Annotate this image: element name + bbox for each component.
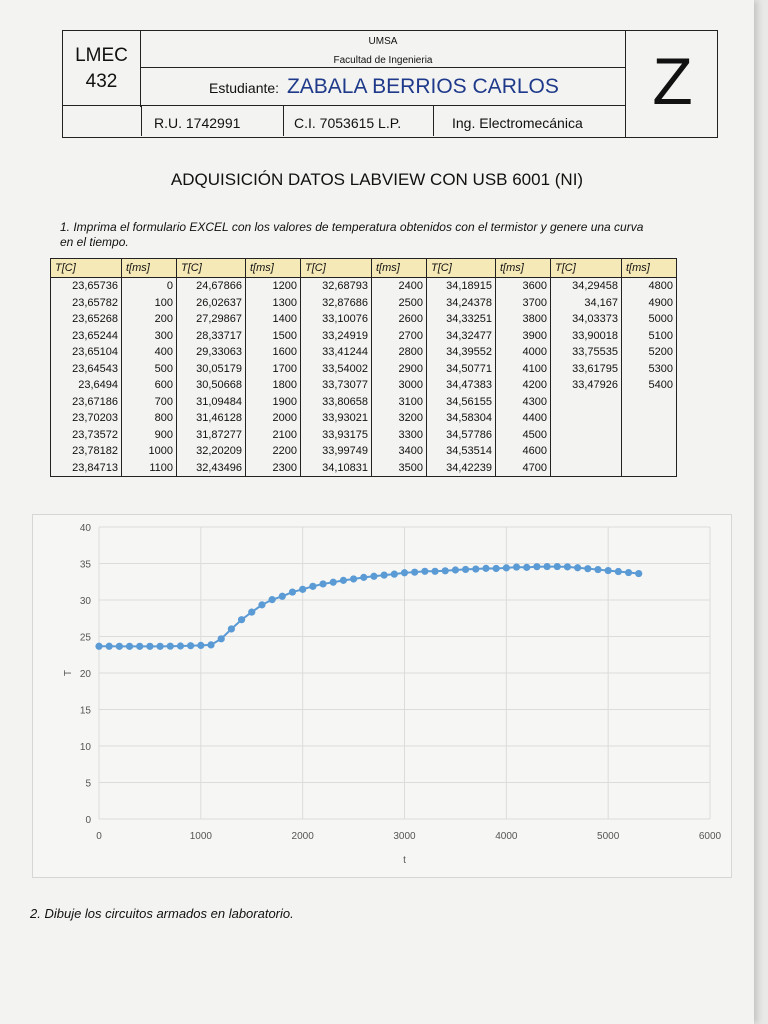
student-label: Estudiante: bbox=[209, 80, 280, 96]
career-field: Ing. Electromecánica bbox=[433, 106, 625, 136]
table-row bbox=[51, 410, 677, 427]
table-cell: 2900 bbox=[372, 361, 427, 378]
data-point bbox=[197, 642, 204, 649]
table-cell: 1600 bbox=[246, 344, 301, 361]
table-cell: 200 bbox=[122, 311, 177, 328]
table-header-row bbox=[51, 259, 677, 278]
course-name: LMEC bbox=[75, 45, 128, 66]
data-point bbox=[299, 586, 306, 593]
table-row bbox=[51, 328, 677, 345]
y-tick-label: 25 bbox=[79, 632, 91, 644]
data-point bbox=[279, 593, 286, 600]
university-label: UMSA bbox=[368, 36, 398, 47]
table-cell: 5400 bbox=[622, 377, 677, 394]
table-cell: 4500 bbox=[496, 427, 551, 444]
table-cell: 34,33251 bbox=[427, 311, 496, 328]
table-cell: 300 bbox=[122, 328, 177, 345]
faculty-label: Facultad de Ingenieria bbox=[333, 55, 433, 66]
table-cell: 3400 bbox=[372, 443, 427, 460]
table-row bbox=[51, 427, 677, 444]
table-cell: 33,99749 bbox=[301, 443, 372, 460]
table-cell: 4300 bbox=[496, 394, 551, 411]
table-cell: 2300 bbox=[246, 460, 301, 477]
course-code bbox=[63, 31, 141, 107]
table-cell: 4700 bbox=[496, 460, 551, 477]
column-header: T[C] bbox=[177, 259, 246, 278]
y-tick-label: 10 bbox=[79, 742, 91, 753]
table-cell: 26,02637 bbox=[177, 295, 246, 312]
data-point bbox=[401, 569, 408, 576]
data-point bbox=[543, 563, 550, 570]
table-cell: 33,10076 bbox=[301, 311, 372, 328]
data-point bbox=[605, 567, 612, 574]
data-point bbox=[615, 568, 622, 575]
table-cell: 32,20209 bbox=[177, 443, 246, 460]
data-point bbox=[350, 575, 357, 582]
table-cell: 4000 bbox=[496, 344, 551, 361]
student-row bbox=[209, 75, 559, 99]
data-point bbox=[136, 643, 143, 650]
table-cell: 33,24919 bbox=[301, 328, 372, 345]
table-cell: 2400 bbox=[372, 278, 427, 295]
table-cell: 34,10831 bbox=[301, 460, 372, 477]
data-point bbox=[258, 601, 265, 608]
table-cell: 23,65244 bbox=[51, 328, 122, 345]
table-body bbox=[51, 278, 677, 477]
data-point bbox=[146, 643, 153, 650]
table-cell: 34,56155 bbox=[427, 394, 496, 411]
table-cell: 2600 bbox=[372, 311, 427, 328]
data-point bbox=[635, 570, 642, 577]
y-tick-label: 5 bbox=[85, 778, 91, 790]
data-point bbox=[584, 565, 591, 572]
table-row bbox=[51, 344, 677, 361]
table-cell: 34,50771 bbox=[427, 361, 496, 378]
table-cell: 23,84713 bbox=[51, 460, 122, 477]
data-point bbox=[340, 577, 347, 584]
data-point bbox=[493, 565, 500, 572]
table-cell bbox=[622, 443, 677, 460]
data-point bbox=[370, 573, 377, 580]
data-point bbox=[462, 566, 469, 573]
y-axis-label: T bbox=[63, 669, 74, 677]
table-cell: 700 bbox=[122, 394, 177, 411]
column-header: t[ms] bbox=[496, 259, 551, 278]
y-tick-label: 15 bbox=[79, 705, 91, 717]
data-point bbox=[574, 564, 581, 571]
ci-field: C.I. 7053615 L.P. bbox=[283, 106, 433, 136]
x-tick-label: 1000 bbox=[189, 831, 212, 842]
table-cell: 34,03373 bbox=[551, 311, 622, 328]
table-cell: 34,18915 bbox=[427, 278, 496, 295]
table-cell: 4100 bbox=[496, 361, 551, 378]
table-cell: 32,68793 bbox=[301, 278, 372, 295]
header-middle bbox=[141, 31, 625, 107]
table-cell: 4900 bbox=[622, 295, 677, 312]
chart-area bbox=[32, 514, 732, 878]
table-row bbox=[51, 295, 677, 312]
column-header: t[ms] bbox=[622, 259, 677, 278]
data-point bbox=[116, 643, 123, 650]
data-point bbox=[289, 588, 296, 595]
column-header: T[C] bbox=[427, 259, 496, 278]
data-point bbox=[126, 643, 133, 650]
data-point bbox=[594, 566, 601, 573]
table-row bbox=[51, 278, 677, 295]
column-header: T[C] bbox=[51, 259, 122, 278]
table-cell: 33,90018 bbox=[551, 328, 622, 345]
data-point bbox=[564, 563, 571, 570]
x-tick-label: 3000 bbox=[393, 831, 416, 842]
table-cell: 0 bbox=[122, 278, 177, 295]
table-cell: 2200 bbox=[246, 443, 301, 460]
data-table bbox=[50, 258, 677, 477]
table-cell: 34,58304 bbox=[427, 410, 496, 427]
table-cell bbox=[622, 427, 677, 444]
y-tick-label: 0 bbox=[85, 815, 91, 826]
table-cell: 1800 bbox=[246, 377, 301, 394]
temperature-chart bbox=[33, 515, 731, 877]
student-name: ZABALA BERRIOS CARLOS bbox=[286, 75, 559, 98]
divider bbox=[141, 67, 625, 68]
data-point bbox=[207, 641, 214, 648]
table-cell: 1400 bbox=[246, 311, 301, 328]
table-cell: 3600 bbox=[496, 278, 551, 295]
table-cell: 2500 bbox=[372, 295, 427, 312]
table-cell: 34,53514 bbox=[427, 443, 496, 460]
table-cell: 1700 bbox=[246, 361, 301, 378]
table-cell: 27,29867 bbox=[177, 311, 246, 328]
table-cell: 32,43496 bbox=[177, 460, 246, 477]
table-cell: 23,65268 bbox=[51, 311, 122, 328]
table-cell: 3700 bbox=[496, 295, 551, 312]
data-point bbox=[442, 567, 449, 574]
y-tick-label: 40 bbox=[79, 523, 91, 534]
table-cell: 34,29458 bbox=[551, 278, 622, 295]
table-cell: 33,93175 bbox=[301, 427, 372, 444]
column-header: T[C] bbox=[301, 259, 372, 278]
y-tick-label: 20 bbox=[79, 669, 91, 680]
data-point bbox=[381, 572, 388, 579]
table-cell: 23,65104 bbox=[51, 344, 122, 361]
header-box bbox=[62, 30, 718, 138]
data-point bbox=[330, 579, 337, 586]
table-cell: 3000 bbox=[372, 377, 427, 394]
table-cell: 4200 bbox=[496, 377, 551, 394]
grade-mark: Z bbox=[625, 31, 719, 137]
table-cell: 34,42239 bbox=[427, 460, 496, 477]
table-cell: 33,75535 bbox=[551, 344, 622, 361]
table-cell: 4400 bbox=[496, 410, 551, 427]
table-cell: 28,33717 bbox=[177, 328, 246, 345]
data-point bbox=[177, 642, 184, 649]
data-point bbox=[625, 569, 632, 576]
table-cell: 33,73077 bbox=[301, 377, 372, 394]
table-cell: 1200 bbox=[246, 278, 301, 295]
x-tick-label: 5000 bbox=[597, 831, 620, 842]
table-cell: 1300 bbox=[246, 295, 301, 312]
data-point bbox=[309, 583, 316, 590]
table-cell: 1100 bbox=[122, 460, 177, 477]
table-cell: 1000 bbox=[122, 443, 177, 460]
data-point bbox=[95, 643, 102, 650]
table-cell: 2000 bbox=[246, 410, 301, 427]
table-cell: 3200 bbox=[372, 410, 427, 427]
table-cell bbox=[551, 460, 622, 477]
table-cell: 23,67186 bbox=[51, 394, 122, 411]
table-row bbox=[51, 460, 677, 477]
table-cell: 33,93021 bbox=[301, 410, 372, 427]
data-point bbox=[360, 574, 367, 581]
table-row bbox=[51, 311, 677, 328]
x-tick-label: 4000 bbox=[495, 831, 518, 842]
table-cell: 100 bbox=[122, 295, 177, 312]
data-point bbox=[157, 643, 164, 650]
table-cell: 900 bbox=[122, 427, 177, 444]
table-cell: 3100 bbox=[372, 394, 427, 411]
x-axis-label: t bbox=[403, 855, 406, 866]
data-point bbox=[187, 642, 194, 649]
table-cell: 5300 bbox=[622, 361, 677, 378]
table-cell: 3500 bbox=[372, 460, 427, 477]
data-point bbox=[106, 643, 113, 650]
course-number: 432 bbox=[85, 71, 118, 92]
table-cell: 23,70203 bbox=[51, 410, 122, 427]
data-point bbox=[513, 563, 520, 570]
table-cell: 33,41244 bbox=[301, 344, 372, 361]
table-cell bbox=[551, 443, 622, 460]
table-row bbox=[51, 361, 677, 378]
table-cell bbox=[551, 394, 622, 411]
table-cell: 500 bbox=[122, 361, 177, 378]
x-tick-label: 6000 bbox=[698, 831, 722, 842]
table-cell: 33,61795 bbox=[551, 361, 622, 378]
table-cell: 2700 bbox=[372, 328, 427, 345]
table-cell bbox=[622, 394, 677, 411]
data-point bbox=[167, 643, 174, 650]
table-cell: 5200 bbox=[622, 344, 677, 361]
y-tick-label: 30 bbox=[79, 596, 91, 607]
table-cell bbox=[622, 410, 677, 427]
id-row bbox=[63, 105, 625, 137]
question-1: 1. Imprima el formulario EXCEL con los valores de temperatura obtenidos con el termistor y genere una curva en el tiempo. bbox=[60, 220, 644, 249]
table-cell bbox=[551, 410, 622, 427]
table-cell: 34,167 bbox=[551, 295, 622, 312]
column-header: t[ms] bbox=[372, 259, 427, 278]
table-cell: 3900 bbox=[496, 328, 551, 345]
column-header: t[ms] bbox=[246, 259, 301, 278]
table-cell: 3800 bbox=[496, 311, 551, 328]
page-title: ADQUISICIÓN DATOS LABVIEW CON USB 6001 (NI) bbox=[170, 170, 584, 189]
table-cell: 34,47383 bbox=[427, 377, 496, 394]
table-row bbox=[51, 394, 677, 411]
ru-field: R.U. 1742991 bbox=[141, 106, 283, 136]
table-cell: 3300 bbox=[372, 427, 427, 444]
table-cell bbox=[551, 427, 622, 444]
table-cell: 23,73572 bbox=[51, 427, 122, 444]
data-point bbox=[482, 565, 489, 572]
data-point bbox=[523, 564, 530, 571]
table-cell: 30,05179 bbox=[177, 361, 246, 378]
data-point bbox=[238, 616, 245, 623]
table-cell: 24,67866 bbox=[177, 278, 246, 295]
table-row bbox=[51, 377, 677, 394]
table-cell: 34,39552 bbox=[427, 344, 496, 361]
question-2: 2. Dibuje los circuitos armados en laboratorio. bbox=[30, 906, 294, 921]
table-cell: 23,65736 bbox=[51, 278, 122, 295]
table-cell: 400 bbox=[122, 344, 177, 361]
x-tick-label: 2000 bbox=[291, 831, 314, 842]
table-cell: 1900 bbox=[246, 394, 301, 411]
table-cell: 23,78182 bbox=[51, 443, 122, 460]
table-cell: 31,46128 bbox=[177, 410, 246, 427]
table-cell: 33,47926 bbox=[551, 377, 622, 394]
x-tick-label: 0 bbox=[96, 831, 102, 842]
data-point bbox=[411, 569, 418, 576]
data-point bbox=[472, 565, 479, 572]
data-point bbox=[431, 568, 438, 575]
data-point bbox=[554, 563, 561, 570]
table-cell: 34,57786 bbox=[427, 427, 496, 444]
data-point bbox=[269, 596, 276, 603]
data-point bbox=[421, 568, 428, 575]
table-cell: 5100 bbox=[622, 328, 677, 345]
table-cell bbox=[622, 460, 677, 477]
table-cell: 33,54002 bbox=[301, 361, 372, 378]
table-cell: 30,50668 bbox=[177, 377, 246, 394]
table-cell: 2100 bbox=[246, 427, 301, 444]
table-cell: 1500 bbox=[246, 328, 301, 345]
column-header: t[ms] bbox=[122, 259, 177, 278]
y-tick-label: 35 bbox=[79, 559, 91, 571]
table-cell: 23,6494 bbox=[51, 377, 122, 394]
table-cell: 31,09484 bbox=[177, 394, 246, 411]
table-cell: 4600 bbox=[496, 443, 551, 460]
table-cell: 5000 bbox=[622, 311, 677, 328]
table-cell: 29,33063 bbox=[177, 344, 246, 361]
table-cell: 32,87686 bbox=[301, 295, 372, 312]
table-cell: 34,24378 bbox=[427, 295, 496, 312]
data-point bbox=[391, 571, 398, 578]
table-cell: 23,64543 bbox=[51, 361, 122, 378]
table-cell: 800 bbox=[122, 410, 177, 427]
data-point bbox=[533, 563, 540, 570]
table-cell: 2800 bbox=[372, 344, 427, 361]
table-cell: 34,32477 bbox=[427, 328, 496, 345]
table-cell: 600 bbox=[122, 377, 177, 394]
data-point bbox=[248, 609, 255, 616]
data-point bbox=[218, 635, 225, 642]
data-point bbox=[503, 564, 510, 571]
data-point bbox=[452, 566, 459, 573]
data-point bbox=[319, 580, 326, 587]
table-cell: 31,87277 bbox=[177, 427, 246, 444]
table-cell: 33,80658 bbox=[301, 394, 372, 411]
table-cell: 4800 bbox=[622, 278, 677, 295]
column-header: T[C] bbox=[551, 259, 622, 278]
data-point bbox=[228, 625, 235, 632]
table-cell: 23,65782 bbox=[51, 295, 122, 312]
series-line bbox=[99, 567, 639, 647]
table-row bbox=[51, 443, 677, 460]
